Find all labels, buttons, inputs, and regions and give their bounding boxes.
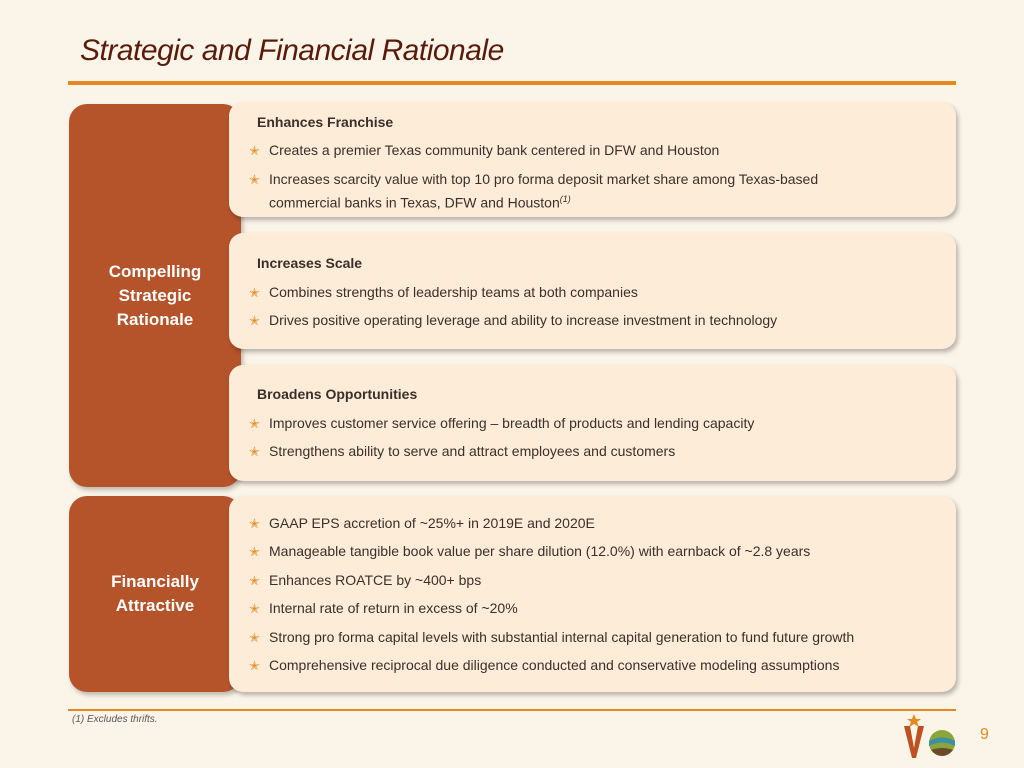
star-icon: ✭ bbox=[249, 658, 260, 673]
panel-heading: Increases Scale bbox=[257, 255, 363, 271]
bullet-item bbox=[249, 140, 946, 161]
star-icon: ✭ bbox=[249, 601, 260, 616]
bullet-text: Creates a premier Texas community bank centered in DFW and Houston bbox=[269, 142, 720, 158]
bullet-text: Strengthens ability to serve and attract employees and customers bbox=[269, 443, 676, 459]
increases-scale-panel bbox=[229, 233, 956, 349]
star-icon: ✭ bbox=[249, 172, 260, 187]
bullet-item bbox=[249, 513, 946, 534]
bullet-text: Combines strengths of leadership teams at both companies bbox=[269, 284, 638, 300]
bullet-item bbox=[249, 169, 946, 190]
star-icon: ✭ bbox=[249, 313, 260, 328]
enhances-franchise-panel bbox=[229, 102, 956, 217]
panel-heading: Enhances Franchise bbox=[257, 114, 394, 130]
bullet-text: Increases scarcity value with top 10 pro forma deposit market share among Texas-based bbox=[269, 171, 819, 187]
label-line: Rationale bbox=[116, 309, 194, 329]
footer-divider bbox=[68, 709, 956, 711]
bullet-item-continuation bbox=[249, 189, 946, 214]
title-divider bbox=[68, 81, 956, 85]
bullet-item bbox=[249, 627, 946, 648]
label-line: Compelling bbox=[108, 261, 202, 281]
bullet-item bbox=[249, 441, 946, 462]
footnote: (1) Excludes thrifts. bbox=[72, 714, 158, 725]
star-icon: ✭ bbox=[249, 143, 260, 158]
star-icon: ✭ bbox=[249, 444, 260, 459]
star-icon: ✭ bbox=[249, 416, 260, 431]
bullet-item bbox=[249, 310, 946, 331]
star-icon: ✭ bbox=[249, 516, 260, 531]
bullet-text: Manageable tangible book value per share dilution (12.0%) with earnback of ~2.8 years bbox=[269, 543, 811, 559]
label-line: Financially bbox=[111, 572, 199, 591]
footnote-ref: (1) bbox=[559, 194, 571, 204]
bullet-text: Improves customer service offering – breadth of products and lending capacity bbox=[269, 415, 755, 431]
financially-attractive-panel bbox=[229, 496, 956, 692]
label-line: Attractive bbox=[115, 596, 195, 615]
bullet-item bbox=[249, 655, 946, 676]
company-logo bbox=[898, 712, 964, 762]
star-icon: ✭ bbox=[249, 573, 260, 588]
compelling-strategic-rationale-label bbox=[69, 104, 241, 487]
bullet-item bbox=[249, 598, 946, 619]
broadens-opportunities-panel bbox=[229, 365, 956, 481]
bullet-text: Comprehensive reciprocal due diligence conducted and conservative modeling assumptions bbox=[269, 657, 840, 673]
panel-heading: Broadens Opportunities bbox=[257, 386, 418, 402]
bullet-item bbox=[249, 541, 946, 562]
star-icon: ✭ bbox=[249, 285, 260, 300]
bullet-text: Enhances ROATCE by ~400+ bps bbox=[269, 572, 482, 588]
star-icon: ✭ bbox=[249, 544, 260, 559]
bullet-text: commercial banks in Texas, DFW and Houston bbox=[269, 194, 560, 211]
page-title: Strategic and Financial Rationale bbox=[80, 34, 504, 67]
bullet-text: Strong pro forma capital levels with substantial internal capital generation to fund future growth bbox=[269, 629, 855, 645]
bullet-text: Drives positive operating leverage and ability to increase investment in technology bbox=[269, 312, 778, 328]
bullet-text: GAAP EPS accretion of ~25%+ in 2019E and 2020E bbox=[269, 515, 595, 531]
bullet-item bbox=[249, 413, 946, 434]
star-icon: ✭ bbox=[249, 630, 260, 645]
bullet-item bbox=[249, 282, 946, 303]
bullet-item bbox=[249, 570, 946, 591]
bullet-text: Internal rate of return in excess of ~20% bbox=[269, 600, 518, 616]
label-line: Strategic bbox=[118, 285, 192, 305]
financially-attractive-label bbox=[69, 496, 241, 692]
page-number: 9 bbox=[980, 726, 989, 743]
